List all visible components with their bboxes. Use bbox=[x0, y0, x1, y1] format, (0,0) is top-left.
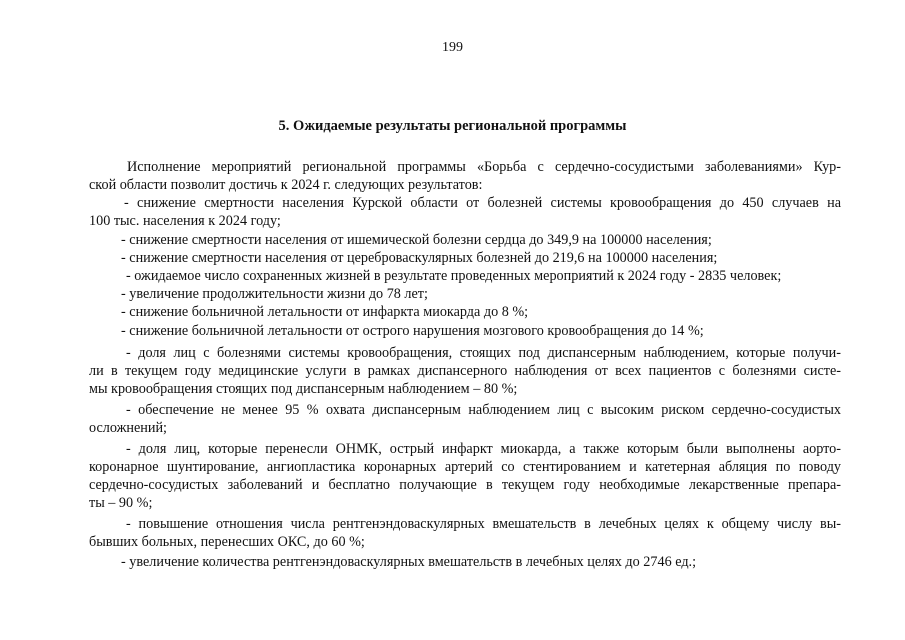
text-line: - повышение отношения числа рентгенэндоваскулярных вмешательств в лечебных целях к общему числу вы- bbox=[126, 516, 841, 532]
text-line: бывших больных, перенесших ОКС, до 60 %; bbox=[89, 534, 365, 550]
text-line: - снижение смертности населения Курской области от болезней системы кровообращения до 450 случаев на bbox=[124, 195, 841, 211]
text-line: - ожидаемое число сохраненных жизней в результате проведенных мероприятий к 2024 году - 2835 человек; bbox=[126, 268, 782, 284]
text-line: - увеличение продолжительности жизни до 78 лет; bbox=[121, 286, 428, 302]
text-line: - доля лиц, которые перенесли ОНМК, острый инфаркт миокарда, а также которым были выполнены аорто- bbox=[126, 441, 841, 457]
text-line: ли в текущем году медицинские услуги в рамках диспансерного наблюдения от всех пациентов с болезнями систе- bbox=[89, 363, 841, 379]
page-number: 199 bbox=[442, 40, 463, 55]
text-line: - увеличение количества рентгенэндоваскулярных вмешательств в лечебных целях до 2746 ед.; bbox=[121, 554, 697, 570]
text-line: 100 тыс. населения к 2024 году; bbox=[89, 213, 281, 229]
text-line: - снижение смертности населения от цереброваскулярных болезней до 219,6 на 100000 населения; bbox=[121, 250, 718, 266]
text-line: Исполнение мероприятий региональной программы «Борьба с сердечно-сосудистыми заболеваниями» Кур- bbox=[127, 159, 841, 175]
text-line: - снижение больничной летальности от острого нарушения мозгового кровообращения до 14 %; bbox=[121, 323, 704, 339]
text-line: - доля лиц с болезнями системы кровообращения, стоящих под диспансерным наблюдением, которые получи- bbox=[126, 345, 841, 361]
text-line: коронарное шунтирование, ангиопластика коронарных артерий со стентированием и катетерная абляция по поводу bbox=[89, 459, 841, 475]
text-line: - обеспечение не менее 95 % охвата диспансерным наблюдением лиц с высоким риском сердечно-сосудистых bbox=[126, 402, 841, 418]
text-line: ской области позволит достичь к 2024 г. следующих результатов: bbox=[89, 177, 483, 193]
text-line: - снижение больничной летальности от инфаркта миокарда до 8 %; bbox=[121, 304, 529, 320]
text-line: сердечно-сосудистых заболеваний и бесплатно получающие в текущем году необходимые лекарственные препара- bbox=[89, 477, 841, 493]
text-line: ты – 90 %; bbox=[89, 495, 153, 511]
section-heading: 5. Ожидаемые результаты региональной программы bbox=[278, 118, 627, 134]
text-line: мы кровообращения стоящих под диспансерным наблюдением – 80 %; bbox=[89, 381, 518, 397]
text-line: осложнений; bbox=[89, 420, 167, 436]
text-line: - снижение смертности населения от ишемической болезни сердца до 349,9 на 100000 населения; bbox=[121, 232, 712, 248]
